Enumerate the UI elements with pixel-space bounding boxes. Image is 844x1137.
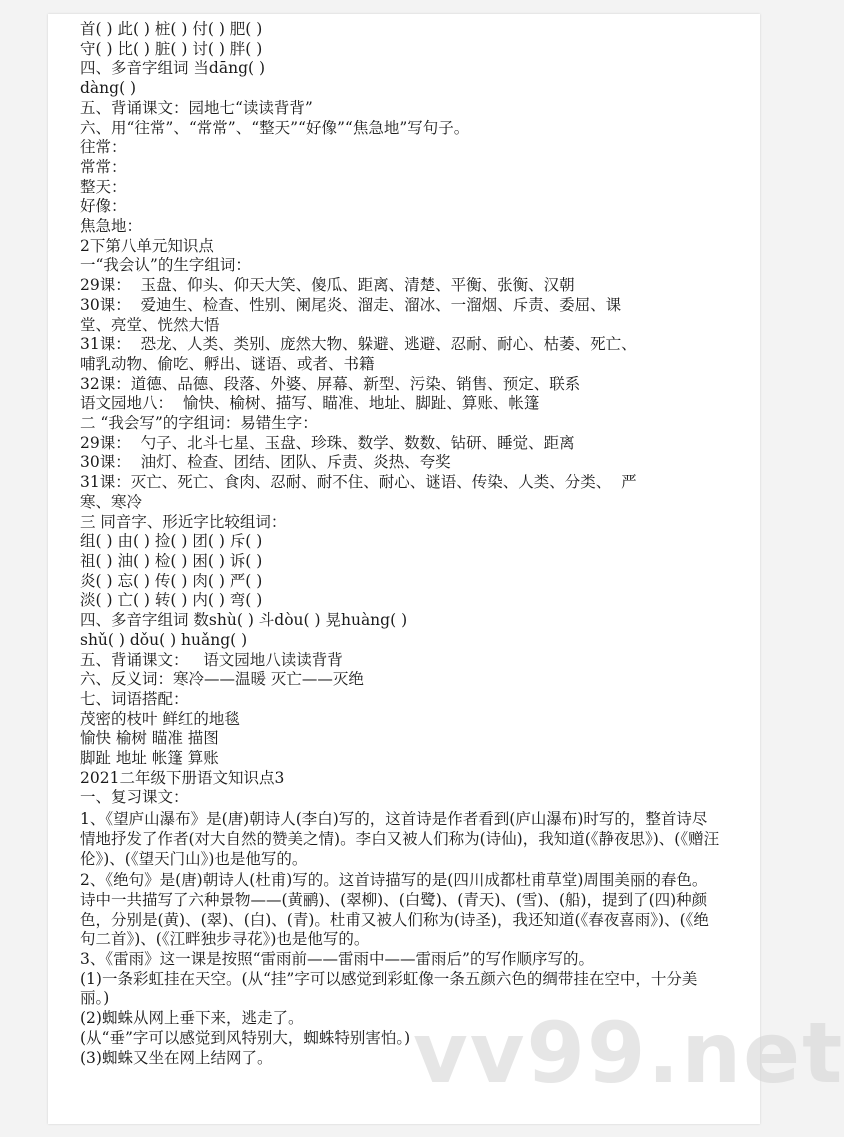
- text-line: 32课：道德、品德、段落、外婆、屏幕、新型、污染、销售、预定、联系: [80, 374, 581, 393]
- text-line: 30课： 爱迪生、检查、性别、阑尾炎、溜走、溜冰、一溜烟、斥责、委屈、课: [80, 295, 622, 314]
- section-title: 2下第八单元知识点: [80, 236, 214, 255]
- document-page: [48, 14, 844, 1124]
- paragraph: (1)一条彩虹挂在天空。(从“挂”字可以感觉到彩虹像一条五颜六色的绸带挂在空中，十分美丽。): [80, 969, 698, 1008]
- text-line: 焦急地：: [80, 217, 143, 236]
- text-line: shǔ( ) dǒu( ) huǎng( ): [80, 630, 248, 649]
- text-line: 五、背诵课文： 语文园地八读读背背: [80, 650, 343, 669]
- text-line: 六、反义词：寒冷——温暖 灭亡——灭绝: [80, 670, 364, 689]
- text-line: 整天：: [80, 177, 127, 196]
- text-line: 愉快 榆树 瞄准 描图: [80, 729, 219, 748]
- text-line: 祖( ) 油( ) 检( ) 困( ) 诉( ): [80, 551, 263, 570]
- text-line: 脚趾 地址 帐篷 算账: [80, 749, 219, 768]
- text-line: 29课： 勺子、北斗七星、玉盘、珍珠、数学、数数、钻研、睡觉、距离: [80, 433, 575, 452]
- text-line: 茂密的枝叶 鲜红的地毯: [80, 709, 240, 728]
- paragraph: (2)蜘蛛从网上垂下来，逃走了。: [80, 1009, 304, 1028]
- text-line: 首( ) 此( ) 桩( ) 付( ) 肥( ): [80, 20, 263, 38]
- text-line: 一“我会认”的生字组词：: [80, 256, 251, 275]
- text-line: 三 同音字、形近字比较组词：: [80, 512, 287, 531]
- paragraph: 3、《雷雨》这一课是按照“雷雨前——雷雨中——雷雨后”的写作顺序写的。: [80, 950, 594, 969]
- text-line: dàng( ): [80, 79, 137, 98]
- paragraph: 1、《望庐山瀑布》是(唐)朝诗人(李白)写的，这首诗是作者看到(庐山瀑布)时写的，整首诗尽情地抒发了作者(对大自然的赞美之情)。李白又被人们称为(诗仙)，我知道(《静夜思》)、(《赠汪伦》)、(《望天门山》)也是他写的。: [80, 810, 720, 868]
- text-line: 31课：灭亡、死亡、食肉、忍耐、耐不住、耐心、谜语、传染、人类、分类、 严: [80, 473, 637, 492]
- text-line: 守( ) 比( ) 脏( ) 讨( ) 胖( ): [80, 39, 263, 58]
- text-line: 30课： 油灯、检查、团结、团队、斥责、炎热、夸奖: [80, 453, 451, 472]
- text-line: 二 “我会写”的字组词：易错生字：: [80, 414, 318, 433]
- text-line: 四、多音字组词 数shù( ) 斗dòu( ) 晃huàng( ): [80, 611, 408, 630]
- paragraph: (从“垂”字可以感觉到风特别大，蜘蛛特别害怕。): [80, 1028, 411, 1047]
- text-line: 哺乳动物、偷吃、孵出、谜语、或者、书籍: [80, 354, 375, 373]
- text-line: 寒、寒冷: [80, 492, 143, 511]
- text-line: 31课： 恐龙、人类、类别、庞然大物、躲避、逃避、忍耐、耐心、枯萎、死亡、: [80, 335, 637, 354]
- text-line: 29课： 玉盘、仰头、仰天大笑、傻瓜、距离、清楚、平衡、张衡、汉朝: [80, 276, 575, 295]
- watermark: vv99.net: [413, 1004, 844, 1102]
- text-line: 七、词语搭配：: [80, 689, 189, 708]
- text-line: 往常：: [80, 138, 127, 157]
- text-line: 六、用“往常”、“常常”、“整天”“好像”“焦急地”写句子。: [80, 118, 470, 137]
- section-title: 2021二年级下册语文知识点3: [80, 768, 285, 787]
- text-line: 组( ) 由( ) 捡( ) 团( ) 斥( ): [80, 532, 263, 551]
- text-line: 淡( ) 亡( ) 转( ) 内( ) 弯( ): [80, 591, 263, 610]
- text-line: 五、背诵课文：园地七“读读背背”: [80, 98, 313, 117]
- document-body: [80, 20, 720, 1068]
- text-line: 堂、亮堂、恍然大悟: [80, 315, 220, 334]
- text-line: 好像：: [80, 197, 127, 216]
- text-line: 炎( ) 忘( ) 传( ) 肉( ) 严( ): [80, 571, 263, 590]
- text-line: 语文园地八： 愉快、榆树、描写、瞄准、地址、脚趾、算账、帐篷: [80, 394, 540, 413]
- paragraph: 2、《绝句》是(唐)朝诗人(杜甫)写的。这首诗描写的是(四川成都杜甫草堂)周围美丽的春色。诗中一共描写了六种景物——(黄鹂)、(翠柳)、(白鹭)、(青天)、(雪)、(船)，提到了(四)种颜色，分别是(黄)、(翠)、(白)、(青)。杜甫又被人们称为(诗圣)，我还知道(《春夜喜雨》)、(《绝句二首》)、(《江畔独步寻花》)也是他写的。: [80, 871, 709, 949]
- text-line: 常常：: [80, 157, 127, 176]
- text-line: 四、多音字组词 当dāng( ): [80, 59, 266, 78]
- text-line: 一、复习课文：: [80, 788, 189, 807]
- paragraph: (3)蜘蛛又坐在网上结网了。: [80, 1048, 273, 1067]
